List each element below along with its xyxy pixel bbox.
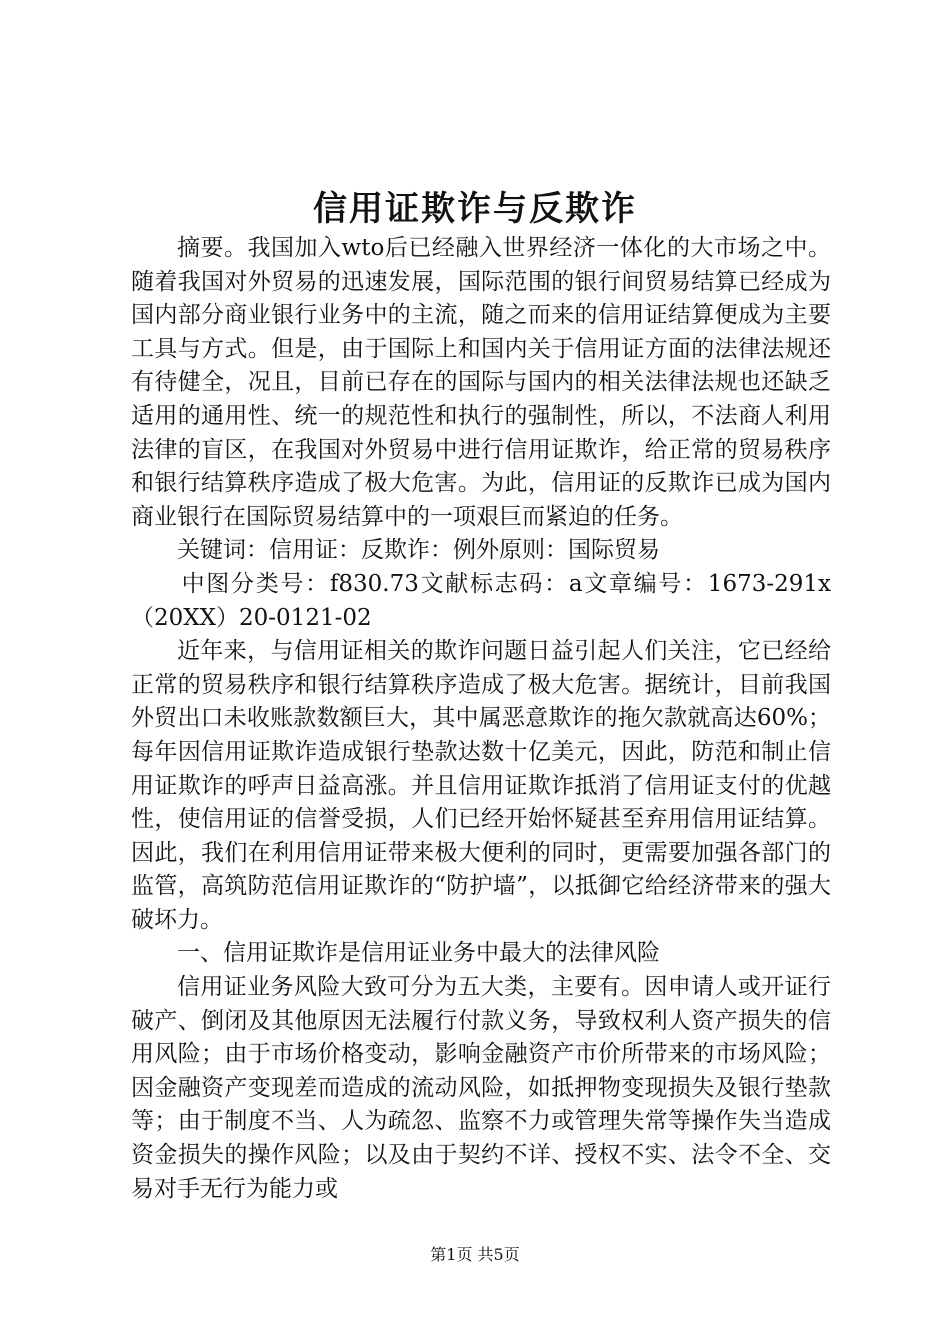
classification-paragraph: 中图分类号：f830.73文献标志码：a文章编号：1673-291x（20XX）20-0121-02: [131, 570, 831, 631]
intro-paragraph: 近年来，与信用证相关的欺诈问题日益引起人们关注，它已经给正常的贸易秩序和银行结算秩序造成了极大危害。据统计，目前我国外贸出口未收账款数额巨大，其中属恶意欺诈的拖欠款就高达60%；每年因信用证欺诈造成银行垫款达数十亿美元，因此，防范和制止信用证欺诈的呼声日益高涨。并且信用证欺诈抵消了信用证支付的优越性，使信用证的信誉受损，人们已经开始怀疑甚至弃用信用证结算。因此，我们在利用信用证带来极大便利的同时，更需要加强各部门的监管，高筑防范信用证欺诈的“防护墙”，以抵御它给经济带来的强大破坏力。: [131, 638, 831, 933]
document-title: 信用证欺诈与反欺诈: [313, 189, 637, 229]
keywords-paragraph: 关键词：信用证：反欺诈：例外原则：国际贸易: [177, 537, 660, 564]
risk-paragraph: 信用证业务风险大致可分为五大类，主要有。因申请人或开证行破产、倒闭及其他原因无法履行付款义务，导致权利人资产损失的信用风险；由于市场价格变动，影响金融资产市价所带来的市场风险；因金融资产变现差而造成的流动风险，如抵押物变现损失及银行垫款等；由于制度不当、人为疏忽、监察不力或管理失常等操作失当造成资金损失的操作风险；以及由于契约不详、授权不实、法令不全、交易对手无行为能力或: [131, 974, 831, 1202]
page-footer: 第1页 共5页: [430, 1245, 520, 1264]
document-body: [131, 232, 831, 1206]
abstract-paragraph: 摘要。我国加入wto后已经融入世界经济一体化的大市场之中。随着我国对外贸易的迅速发展，国际范围的银行间贸易结算已经成为国内部分商业银行业务中的主流，随之而来的信用证结算便成为主要工具与方式。但是，由于国际上和国内关于信用证方面的法律法规还有待健全，况且，目前已存在的国际与国内的相关法律法规也还缺乏适用的通用性、统一的规范性和执行的强制性，所以，不法商人利用法律的盲区，在我国对外贸易中进行信用证欺诈，给正常的贸易秩序和银行结算秩序造成了极大危害。为此，信用证的反欺诈已成为国内商业银行在国际贸易结算中的一项艰巨而紧迫的任务。: [131, 235, 831, 530]
section-heading: 一、信用证欺诈是信用证业务中最大的法律风险: [177, 940, 660, 967]
